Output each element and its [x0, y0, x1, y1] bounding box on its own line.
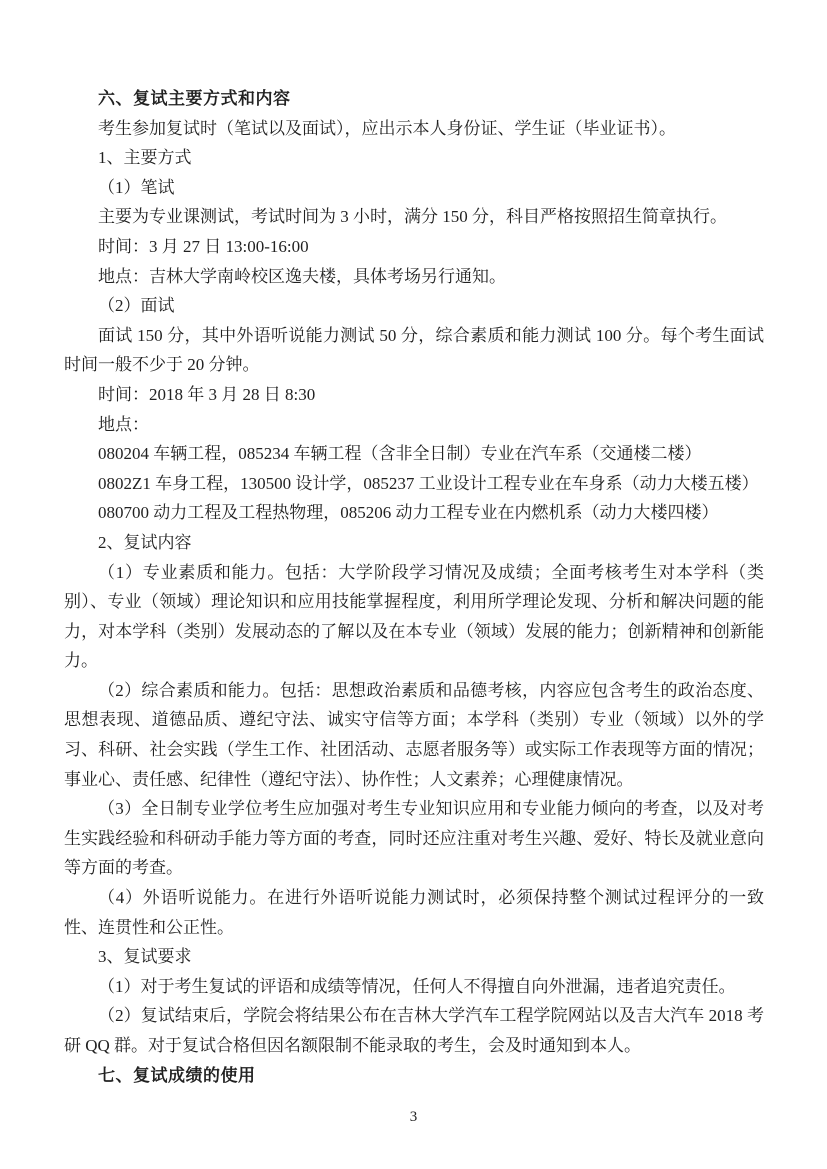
- written-test-location: 地点：吉林大学南岭校区逸夫楼，具体考场另行通知。: [98, 266, 506, 286]
- written-test-time: 时间：3 月 27 日 13:00-16:00: [98, 236, 309, 256]
- location-line-power-engineering: 080700 动力工程及工程热物理，085206 动力工程专业在内燃机系（动力大楼四楼）: [98, 503, 719, 523]
- list-item-written-test: （1）笔试: [98, 177, 175, 197]
- paragraph: 面试 150 分，其中外语听说能力测试 50 分，综合素质和能力测试 100 分。每个考生面试时间一般不少于 20 分钟。: [64, 325, 764, 375]
- list-item-1-main-methods: 1、主要方式: [98, 148, 192, 168]
- paragraph: （3）全日制专业学位考生应加强对考生专业知识应用和专业能力倾向的考查，以及对考生实践经验和科研动手能力等方面的考查，同时还应注重对考生兴趣、爱好、特长及就业意向等方面的考查。: [64, 799, 764, 878]
- paragraph: （2）复试结束后，学院会将结果公布在吉林大学汽车工程学院网站以及吉大汽车 2018 考研 QQ 群。对于复试合格但因名额限制不能录取的考生，会及时通知到本人。: [64, 1006, 764, 1055]
- paragraph: 主要为专业课测试，考试时间为 3 小时，满分 150 分，科目严格按照招生简章执行。: [98, 207, 727, 227]
- paragraph: 考生参加复试时（笔试以及面试），应出示本人身份证、学生证（毕业证书）。: [98, 118, 676, 138]
- paragraph: （2）综合素质和能力。包括：思想政治素质和品德考核，内容应包含考生的政治态度、思想表现、道德品质、遵纪守法、诚实守信等方面；本学科（类别）专业（领域）以外的学习、科研、社会实践（学生工作、社团活动、志愿者服务等）或实际工作表现等方面的情况；事业心、责任感、纪律性（遵纪守法）、协作性；人文素养；心理健康情况。: [64, 680, 764, 789]
- section-heading-7: 七、复试成绩的使用: [98, 1065, 256, 1085]
- document-body: [64, 84, 764, 1090]
- paragraph: （1）对于考生复试的评语和成绩等情况，任何人不得擅自向外泄漏，违者追究责任。: [98, 976, 736, 996]
- interview-time: 时间：2018 年 3 月 28 日 8:30: [98, 384, 316, 404]
- list-item-interview: （2）面试: [98, 296, 175, 316]
- paragraph: （4）外语听说能力。在进行外语听说能力测试时，必须保持整个测试过程评分的一致性、连贯性和公正性。: [64, 888, 764, 937]
- interview-location-label: 地点：: [98, 414, 149, 434]
- section-heading-6: 六、复试主要方式和内容: [98, 89, 291, 108]
- location-line-body-engineering: 0802Z1 车身工程，130500 设计学，085237 工业设计工程专业在车身系（动力大楼五楼）: [98, 473, 759, 493]
- paragraph: （1）专业素质和能力。包括：大学阶段学习情况及成绩；全面考核考生对本学科（类别）、专业（领域）理论知识和应用技能掌握程度，利用所学理论发现、分析和解决问题的能力，对本学科（类别）发展动态的了解以及在本专业（领域）发展的能力；创新精神和创新能力。: [64, 562, 764, 671]
- location-line-vehicle-engineering: 080204 车辆工程，085234 车辆工程（含非全日制）专业在汽车系（交通楼二楼）: [98, 444, 702, 464]
- list-item-3-requirements: 3、复试要求: [98, 947, 192, 967]
- page-number: 3: [409, 1109, 418, 1125]
- list-item-2-content: 2、复试内容: [98, 532, 192, 552]
